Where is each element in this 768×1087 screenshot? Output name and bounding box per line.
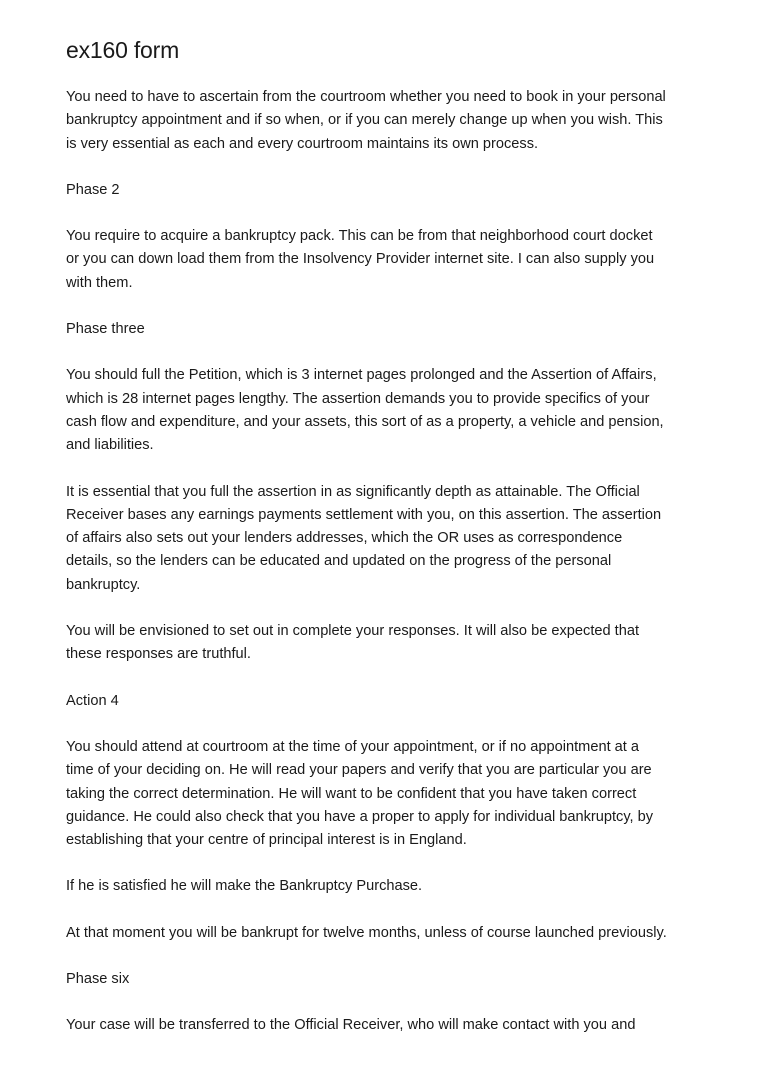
heading-action-4: Action 4 — [66, 692, 119, 709]
heading-phase-three: Phase three — [66, 321, 145, 338]
paragraph-assertion-depth: It is essential that you full the assertion in as significantly depth as attainable. The Official Receiver bases any earnings payments settlement with you, on this assertion. The assertion of affairs also sets out your lenders addresses, which the OR uses as correspondence details, so the lenders can be educated and updated on the progress of the personal bankruptcy. — [66, 483, 662, 593]
paragraph-responses: You will be envisioned to set out in complete your responses. It will also be expected that these responses are truthful. — [66, 623, 640, 663]
heading-phase-2: Phase 2 — [66, 181, 120, 198]
paragraph-satisfied: If he is satisfied he will make the Bankruptcy Purchase. — [66, 878, 423, 895]
heading-phase-six: Phase six — [66, 971, 130, 988]
paragraph-bankrupt-period: At that moment you will be bankrupt for twelve months, unless of course launched previously. — [66, 924, 667, 941]
paragraph-intro: You need to have to ascertain from the courtroom whether you need to book in your personal bankruptcy appointment and if so when, or if you can merely change up when you wish. This is very essential as each and every courtroom maintains its own process. — [66, 89, 666, 152]
document-title: ex160 form — [66, 37, 180, 63]
paragraph-bankruptcy-pack: You require to acquire a bankruptcy pack. This can be from that neighborhood court docket or you can down load them from the Insolvency Provider internet site. I can also supply you with them. — [66, 228, 655, 291]
paragraph-petition: You should full the Petition, which is 3 internet pages prolonged and the Assertion of Affairs, which is 28 internet pages lengthy. The assertion demands you to provide specifics of your cash flow and expenditure, and your assets, this sort of as a property, a vehicle and pension, and liabilities. — [66, 367, 664, 454]
paragraph-attend-courtroom: You should attend at courtroom at the time of your appointment, or if no appointment at a time of your deciding on. He will read your papers and verify that you are particular you are taking the correct determination. He will want to be confident that you have taken correct guidance. He could also check that you have a proper to apply for individual bankruptcy, by establishing that your centre of principal interest is in England. — [66, 738, 654, 849]
paragraph-official-receiver: Your case will be transferred to the Official Receiver, who will make contact with you and — [66, 1017, 636, 1034]
